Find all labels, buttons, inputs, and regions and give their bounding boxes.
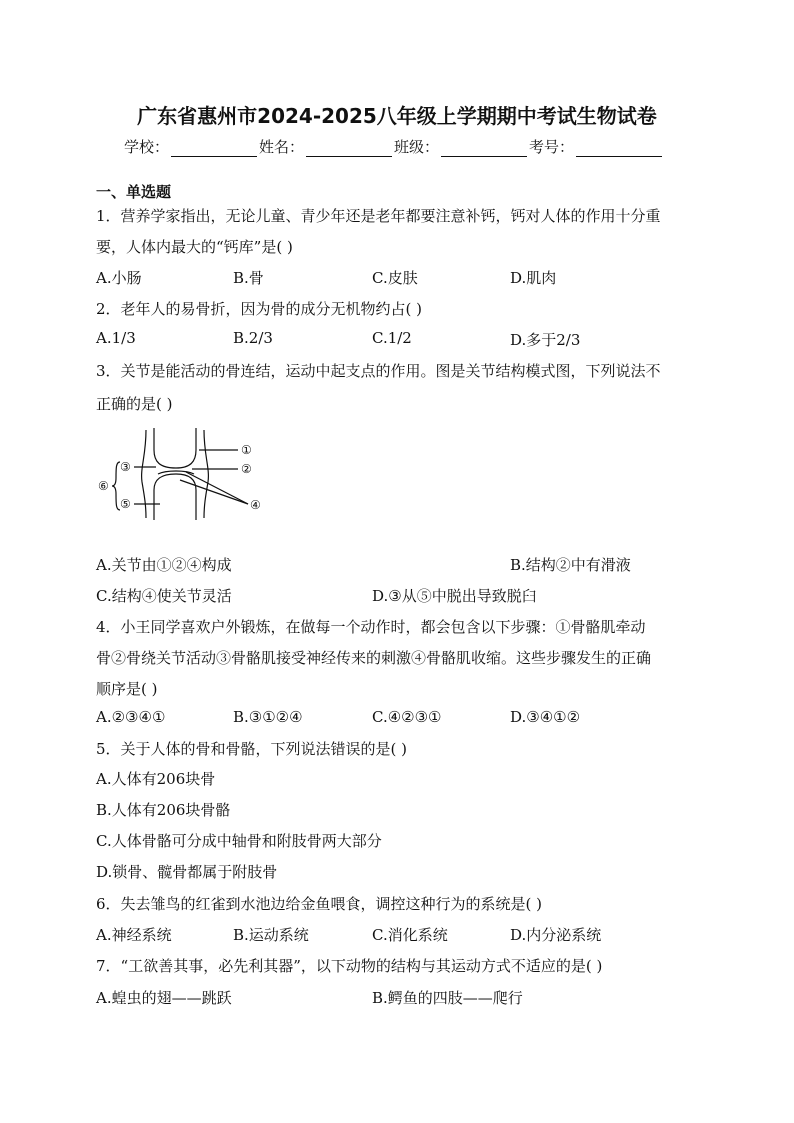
q1-option-b: B.骨 [233, 269, 264, 287]
q7-option-a: A.蝗虫的翅——跳跃 [96, 989, 232, 1007]
q1-option-c: C.皮肤 [372, 269, 418, 287]
q6-option-a: A.神经系统 [96, 926, 172, 944]
q1-stem-line1: 1．营养学家指出，无论儿童、青少年还是老年都要注意补钙，钙对人体的作用十分重 [96, 207, 661, 225]
name-blank [306, 141, 392, 157]
q4-option-c: C.④②③① [372, 708, 442, 726]
q6-option-d: D.内分泌系统 [510, 926, 602, 944]
student-info-row [124, 136, 664, 157]
label-5: ⑤ [120, 497, 131, 511]
q5-option-a: A.人体有206块骨 [96, 770, 216, 788]
q2-option-c: C.1/2 [372, 329, 412, 347]
class-label: 班级： [394, 138, 440, 156]
q7-option-b: B.鳄鱼的四肢——爬行 [372, 989, 523, 1007]
q5-option-b: B.人体有206块骨骼 [96, 801, 231, 819]
q4-stem-line3: 顺序是( ) [96, 680, 158, 698]
school-blank [171, 141, 257, 157]
label-1: ① [241, 443, 252, 457]
q6-stem: 6．失去雏鸟的红雀到水池边给金鱼喂食，调控这种行为的系统是( ) [96, 895, 543, 913]
page-title: 广东省惠州市2024-2025八年级上学期期中考试生物试卷 [137, 104, 657, 128]
q4-stem-line1: 4．小王同学喜欢户外锻炼，在做每一个动作时，都会包含以下步骤：①骨骼肌牵动 [96, 618, 646, 636]
q1-option-a: A.小肠 [96, 269, 142, 287]
q3-option-c: C.结构④使关节灵活 [96, 587, 232, 605]
q3-option-b: B.结构②中有滑液 [510, 556, 631, 574]
q4-option-a: A.②③④① [96, 708, 166, 726]
label-2: ② [241, 462, 252, 476]
q5-stem: 5．关于人体的骨和骨骼，下列说法错误的是( ) [96, 740, 408, 758]
joint-structure-diagram [96, 428, 276, 520]
q1-option-d: D.肌肉 [510, 269, 557, 287]
section-heading: 一、单选题 [96, 183, 172, 201]
number-label: 考号： [529, 138, 575, 156]
q3-stem-line1: 3．关节是能活动的骨连结，运动中起支点的作用。图是关节结构模式图，下列说法不 [96, 362, 661, 380]
label-3: ③ [120, 460, 131, 474]
q1-stem-line2: 要，人体内最大的“钙库”是( ) [96, 238, 293, 256]
q7-stem: 7．“工欲善其事，必先利其器”，以下动物的结构与其运动方式不适应的是( ) [96, 957, 603, 975]
q5-option-d: D.锁骨、髋骨都属于附肢骨 [96, 863, 278, 881]
q2-option-a: A.1/3 [96, 329, 136, 347]
q4-option-d: D.③④①② [510, 708, 581, 726]
q6-option-c: C.消化系统 [372, 926, 448, 944]
q5-option-c: C.人体骨骼可分成中轴骨和附肢骨两大部分 [96, 832, 382, 850]
q2-option-b: B.2/3 [233, 329, 273, 347]
label-6: ⑥ [98, 479, 109, 493]
q3-option-d: D.③从⑤中脱出导致脱臼 [372, 587, 537, 605]
q3-stem-line2: 正确的是( ) [96, 395, 173, 413]
label-4: ④ [250, 498, 261, 512]
name-label: 姓名： [259, 138, 305, 156]
q2-stem: 2．老年人的易骨折，因为骨的成分无机物约占( ) [96, 300, 423, 318]
q4-stem-line2: 骨②骨绕关节活动③骨骼肌接受神经传来的刺激④骨骼肌收缩。这些步骤发生的正确 [96, 649, 652, 667]
q3-option-a: A.关节由①②④构成 [96, 556, 232, 574]
school-label: 学校： [124, 138, 170, 156]
q6-option-b: B.运动系统 [233, 926, 309, 944]
q2-option-d: D.多于2/3 [510, 331, 581, 349]
number-blank [576, 141, 662, 157]
q4-option-b: B.③①②④ [233, 708, 303, 726]
class-blank [441, 141, 527, 157]
